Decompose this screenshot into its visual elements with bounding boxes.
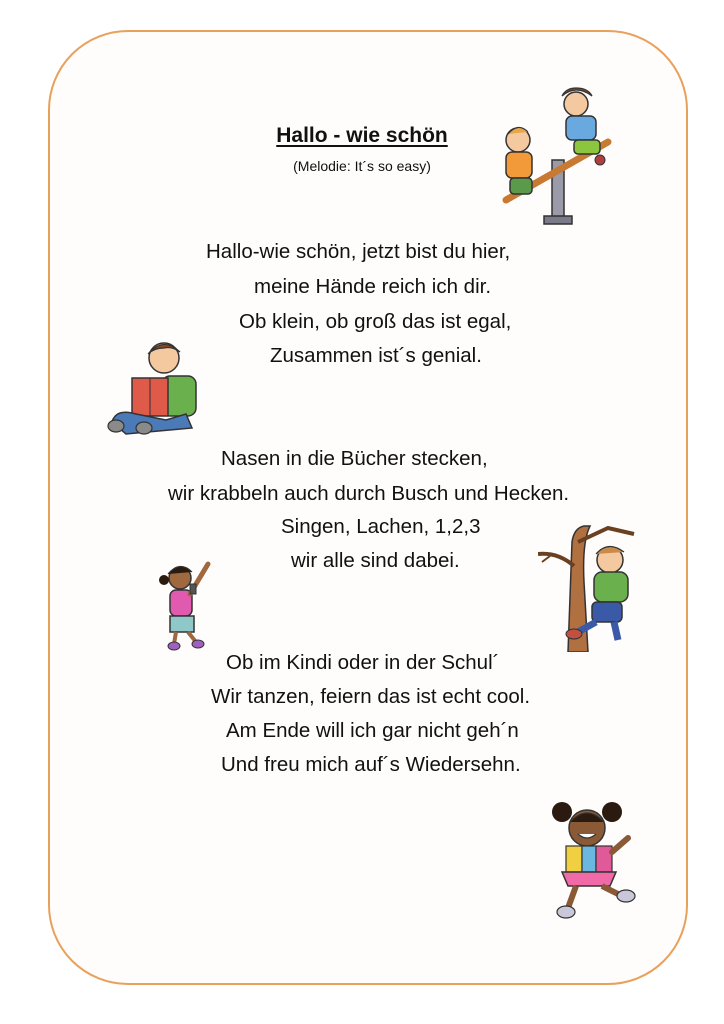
verse-2-line-2: wir krabbeln auch durch Busch und Hecken.: [168, 482, 570, 505]
verse-2-line-4: wir alle sind dabei.: [291, 549, 460, 572]
verse-2-line-1: Nasen in die Bücher stecken,: [221, 447, 488, 470]
verse-3-line-4: Und freu mich auf´s Wiedersehn.: [221, 753, 521, 776]
verse-1-line-3: Ob klein, ob groß das ist egal,: [239, 310, 512, 333]
verse-1-line-2: meine Hände reich ich dir.: [254, 275, 492, 298]
tree-climbing-boy-illustration: [538, 522, 638, 652]
verse-3-line-2: Wir tanzen, feiern das ist echt cool.: [211, 685, 531, 708]
song-title: Hallo - wie schön: [276, 124, 448, 147]
song-subtitle: (Melodie: It´s so easy): [293, 158, 431, 174]
seesaw-kids-illustration: [496, 82, 616, 232]
verse-1-line-1: Hallo-wie schön, jetzt bist du hier,: [206, 240, 511, 263]
verse-3-line-3: Am Ende will ich gar nicht geh´n: [226, 719, 519, 742]
verse-2-line-3: Singen, Lachen, 1,2,3: [281, 515, 481, 538]
jumping-girl-illustration: [540, 796, 638, 924]
reading-boy-illustration: [106, 338, 206, 438]
singing-girl-illustration: [156, 556, 218, 652]
verse-1-line-4: Zusammen ist´s genial.: [270, 344, 482, 367]
verse-3-line-1: Ob im Kindi oder in der Schul´: [226, 651, 500, 674]
